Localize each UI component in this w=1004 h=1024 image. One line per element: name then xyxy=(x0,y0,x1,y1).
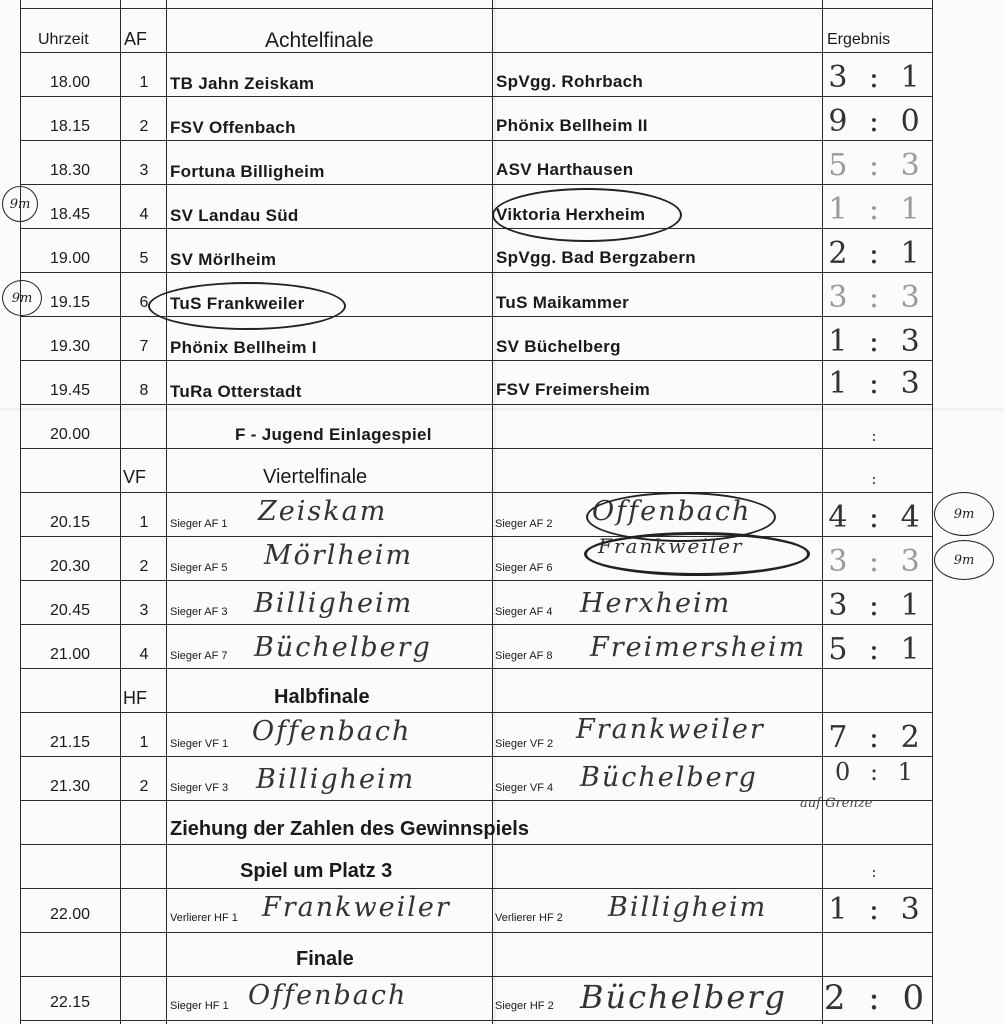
match-number: 7 xyxy=(139,338,149,355)
match-time: 18.45 xyxy=(49,206,91,223)
penalty-note-circle: 9m xyxy=(2,280,42,316)
slot-label: Sieger VF 2 xyxy=(495,738,554,750)
match-number: 3 xyxy=(139,602,149,619)
lottery-draw-row: Ziehung der Zahlen des Gewinnspiels xyxy=(170,818,529,840)
home-team-handwritten: Offenbach xyxy=(248,980,408,1011)
away-team: SV Büchelberg xyxy=(496,337,621,356)
home-team-handwritten: Frankweiler xyxy=(262,892,451,923)
away-team: SpVgg. Rohrbach xyxy=(496,72,644,91)
grid-line xyxy=(20,536,932,537)
match-result: 9 : 0 xyxy=(828,104,926,139)
slot-label: Sieger AF 6 xyxy=(495,562,553,574)
slot-label: Sieger VF 1 xyxy=(170,738,229,750)
match-number: 4 xyxy=(139,206,149,223)
grid-line xyxy=(20,228,932,229)
match-result: 5 : 3 xyxy=(828,148,926,183)
home-team: TuRa Otterstadt xyxy=(170,382,302,401)
slot-label: Sieger AF 2 xyxy=(495,518,553,530)
hand-drawn-circle xyxy=(148,282,346,330)
grid-line xyxy=(166,0,167,1024)
home-team-handwritten: Büchelberg xyxy=(254,632,432,663)
grid-line xyxy=(20,8,932,9)
slot-label: Sieger AF 7 xyxy=(170,650,228,662)
match-time: 18.15 xyxy=(49,118,91,135)
round-title-hf: Halbfinale xyxy=(274,686,370,708)
grid-line xyxy=(120,0,121,1024)
match-time: 20.00 xyxy=(49,426,91,443)
grid-line xyxy=(20,932,932,933)
match-result: : xyxy=(871,426,883,445)
grid-line xyxy=(932,0,933,1024)
match-result: 1 : 3 xyxy=(828,366,926,401)
away-team: FSV Freimersheim xyxy=(496,380,651,399)
grid-line xyxy=(20,492,932,493)
round-code-vf: VF xyxy=(123,467,147,487)
match-number: 8 xyxy=(139,382,149,399)
grid-line xyxy=(20,272,932,273)
hand-drawn-circle xyxy=(492,188,682,242)
match-result: 2 : 0 xyxy=(823,978,931,1018)
penalty-note-circle: 9m xyxy=(2,186,38,222)
match-result: 1 : 1 xyxy=(828,192,926,227)
slot-label: Sieger AF 1 xyxy=(170,518,228,530)
match-time: 22.00 xyxy=(49,906,91,923)
grid-line xyxy=(20,580,932,581)
hand-drawn-circle xyxy=(584,532,810,576)
match-time: 19.15 xyxy=(49,294,91,311)
grid-line xyxy=(20,404,932,405)
grid-line xyxy=(20,96,932,97)
header-time-label: Uhrzeit xyxy=(38,31,89,48)
slot-label: Sieger HF 1 xyxy=(170,1000,229,1012)
away-team-handwritten: Billigheim xyxy=(608,892,768,923)
home-team-handwritten: Mörlheim xyxy=(264,540,414,571)
match-number: 2 xyxy=(139,558,149,575)
slot-label: Sieger AF 8 xyxy=(495,650,553,662)
home-team-handwritten: Offenbach xyxy=(252,716,412,747)
penalty-note-circle: 9m xyxy=(934,492,994,536)
match-result: 3 : 3 xyxy=(828,544,926,579)
match-time: 19.45 xyxy=(49,382,91,399)
paper-fold xyxy=(0,408,1004,411)
match-result: 5 : 1 xyxy=(828,632,926,667)
match-result: 3 : 1 xyxy=(828,588,926,623)
match-number: 6 xyxy=(139,294,149,311)
grid-line xyxy=(20,140,932,141)
match-time: 21.00 xyxy=(49,646,91,663)
match-number: 1 xyxy=(139,74,149,91)
away-team-handwritten: Büchelberg xyxy=(580,978,788,1016)
home-team: TB Jahn Zeiskam xyxy=(170,74,315,93)
grid-line xyxy=(20,360,932,361)
match-time: 22.15 xyxy=(49,994,91,1011)
home-team: Phönix Bellheim I xyxy=(170,338,317,357)
match-result: 4 : 4 xyxy=(828,500,926,535)
away-team: ASV Harthausen xyxy=(496,160,634,179)
slot-label: Verlierer HF 1 xyxy=(170,912,238,924)
match-number: 2 xyxy=(139,118,149,135)
round-result-placeholder: : xyxy=(871,862,883,881)
home-team-handwritten: Zeiskam xyxy=(258,496,388,527)
match-time: 20.15 xyxy=(49,514,91,531)
slot-label: Sieger AF 3 xyxy=(170,606,228,618)
match-number: 5 xyxy=(139,250,149,267)
header-result-label: Ergebnis xyxy=(827,31,891,48)
away-team-handwritten: Büchelberg xyxy=(580,762,758,793)
away-team: Phönix Bellheim II xyxy=(496,116,648,135)
match-result: 1 : 3 xyxy=(828,892,926,927)
away-team-handwritten: Offenbach xyxy=(592,496,752,527)
header-round-title: Achtelfinale xyxy=(265,29,374,52)
match-number: 2 xyxy=(139,778,149,795)
away-team-handwritten: Frankweiler xyxy=(598,534,744,558)
home-team: FSV Offenbach xyxy=(170,118,296,137)
penalty-note-circle: 9m xyxy=(934,540,994,580)
home-team-handwritten: Billigheim xyxy=(256,764,416,795)
home-team: SV Mörlheim xyxy=(170,250,277,269)
away-team: SpVgg. Bad Bergzabern xyxy=(496,248,696,267)
match-result: 3 : 3 xyxy=(828,280,926,315)
match-time: 21.30 xyxy=(49,778,91,795)
grid-line xyxy=(20,712,932,713)
grid-line xyxy=(20,668,932,669)
grid-line xyxy=(492,0,493,1024)
interlude-text: F - Jugend Einlagespiel xyxy=(235,425,432,444)
match-number: 3 xyxy=(139,162,149,179)
slot-label: Sieger VF 3 xyxy=(170,782,229,794)
home-team: Fortuna Billigheim xyxy=(170,162,325,181)
slot-label: Verlierer HF 2 xyxy=(495,912,563,924)
away-team-handwritten: Freimersheim xyxy=(590,632,807,663)
home-team: SV Landau Süd xyxy=(170,206,299,225)
round-code-hf: HF xyxy=(123,688,147,708)
match-result: 0 : 1 xyxy=(835,758,919,786)
home-team-handwritten: Billigheim xyxy=(254,588,414,619)
slot-label: Sieger VF 4 xyxy=(495,782,554,794)
match-result: 2 : 1 xyxy=(828,236,926,271)
home-team: TuS Frankweiler xyxy=(170,294,305,313)
grid-line xyxy=(20,844,932,845)
match-time: 20.45 xyxy=(49,602,91,619)
match-time: 18.30 xyxy=(49,162,91,179)
grid-line xyxy=(20,756,932,757)
away-team: TuS Maikammer xyxy=(496,293,630,312)
grid-line xyxy=(20,0,21,1024)
grid-line xyxy=(20,800,932,801)
slot-label: Sieger AF 5 xyxy=(170,562,228,574)
match-time: 18.00 xyxy=(49,74,91,91)
away-team: Viktoria Herxheim xyxy=(496,205,646,224)
match-number: 4 xyxy=(139,646,149,663)
grid-line xyxy=(20,448,932,449)
slot-label: Sieger HF 2 xyxy=(495,1000,554,1012)
match-result: 7 : 2 xyxy=(828,720,926,755)
grid-line xyxy=(20,52,932,53)
match-result: 3 : 1 xyxy=(828,60,926,95)
match-time: 21.15 xyxy=(49,734,91,751)
match-time: 20.30 xyxy=(49,558,91,575)
round-title-vf: Viertelfinale xyxy=(263,466,368,488)
paper-fold xyxy=(493,0,496,1024)
round-title-final: Finale xyxy=(296,948,354,970)
grid-line xyxy=(20,184,932,185)
match-time: 19.30 xyxy=(49,338,91,355)
away-team-handwritten: Herxheim xyxy=(580,588,732,619)
handwritten-note: auf Grenze xyxy=(800,796,873,811)
slot-label: Sieger AF 4 xyxy=(495,606,553,618)
grid-line xyxy=(20,624,932,625)
match-number: 1 xyxy=(139,514,149,531)
away-team-handwritten: Frankweiler xyxy=(576,714,765,745)
match-time: 19.00 xyxy=(49,250,91,267)
match-result: 1 : 3 xyxy=(828,324,926,359)
match-number: 1 xyxy=(139,734,149,751)
grid-line xyxy=(20,1020,932,1021)
header-round-code: AF xyxy=(124,29,148,49)
round-result-placeholder: : xyxy=(871,469,883,488)
grid-line xyxy=(20,976,932,977)
round-title-third-place: Spiel um Platz 3 xyxy=(240,860,393,882)
grid-line xyxy=(20,888,932,889)
